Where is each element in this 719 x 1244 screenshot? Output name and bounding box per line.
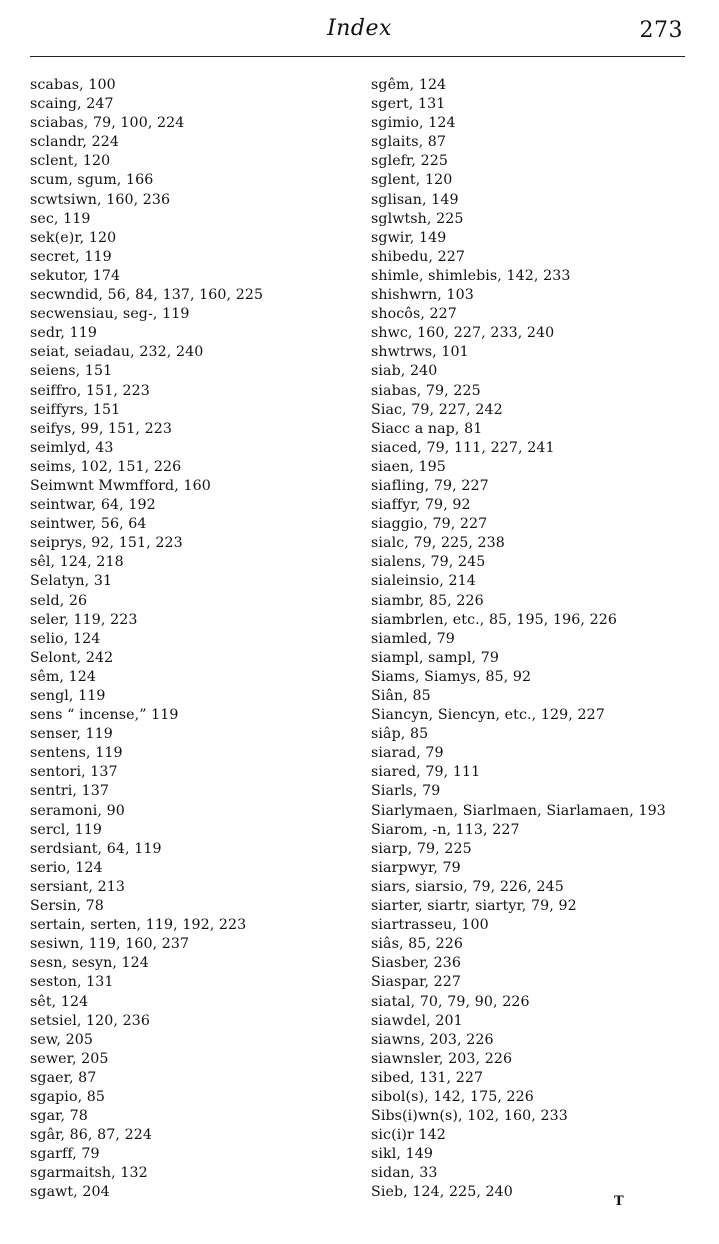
index-entry: sertain, serten, 119, 192, 223 — [30, 917, 247, 934]
index-entry: sercl, 119 — [30, 821, 103, 838]
index-entry: senser, 119 — [30, 726, 113, 743]
index-entry: Sieb, 124, 225, 240 — [371, 1184, 513, 1201]
index-entry: sclent, 120 — [30, 153, 111, 170]
index-entry: seramoni, 90 — [30, 802, 125, 819]
index-entry: seintwer, 56, 64 — [30, 516, 147, 533]
index-entry: siaggio, 79, 227 — [371, 516, 488, 533]
index-entry: setsiel, 120, 236 — [30, 1012, 151, 1029]
index-entry: siarp, 79, 225 — [371, 840, 472, 857]
index-entry: sibed, 131, 227 — [371, 1069, 484, 1086]
index-entry: Siac, 79, 227, 242 — [371, 401, 503, 418]
index-entry: siartrasseu, 100 — [371, 917, 489, 934]
index-entry: siarad, 79 — [371, 745, 444, 762]
index-entry: seiffyrs, 151 — [30, 401, 121, 418]
index-entry: seintwar, 64, 192 — [30, 497, 156, 514]
index-entry: scabas, 100 — [30, 77, 116, 93]
index-entry: sglent, 120 — [371, 172, 453, 189]
index-entry: Selatyn, 31 — [30, 573, 113, 590]
index-column-right — [371, 76, 711, 1203]
index-entry: siatal, 70, 79, 90, 226 — [371, 993, 530, 1010]
index-entry: sciabas, 79, 100, 224 — [30, 115, 185, 132]
index-entry: shwtrws, 101 — [371, 344, 469, 361]
index-entry: Siarlymaen, Siarlmaen, Siarlamaen, 193 — [371, 802, 666, 819]
running-header — [0, 0, 719, 60]
index-entry: sesn, sesyn, 124 — [30, 955, 149, 972]
index-entry: siambr, 85, 226 — [371, 592, 484, 609]
index-entry: sgimio, 124 — [371, 115, 456, 132]
index-entry: sgâr, 86, 87, 224 — [30, 1127, 152, 1144]
index-entry: shibedu, 227 — [371, 248, 465, 265]
index-entry: sgawt, 204 — [30, 1184, 110, 1201]
index-entry: Siams, Siamys, 85, 92 — [371, 668, 532, 685]
index-entry: sesiwn, 119, 160, 237 — [30, 936, 190, 953]
index-entry: seler, 119, 223 — [30, 611, 138, 628]
index-entry: shocôs, 227 — [371, 306, 457, 323]
index-entry: secret, 119 — [30, 248, 112, 265]
index-entry: siaen, 195 — [371, 458, 446, 475]
index-entry: sersiant, 213 — [30, 878, 125, 895]
index-entry: shishwrn, 103 — [371, 287, 474, 304]
index-entry: seiprys, 92, 151, 223 — [30, 535, 183, 552]
index-entry: Siaspar, 227 — [371, 974, 462, 991]
index-entry: sialeinsio, 214 — [371, 573, 476, 590]
index-entry: sgaer, 87 — [30, 1069, 97, 1086]
index-entry: seston, 131 — [30, 974, 114, 991]
index-entry: siarpwyr, 79 — [371, 859, 461, 876]
index-entry: secwndid, 56, 84, 137, 160, 225 — [30, 287, 264, 304]
index-entry: sengl, 119 — [30, 688, 106, 704]
index-entry: Selont, 242 — [30, 649, 114, 666]
header-rule — [30, 56, 685, 57]
index-entry: sclandr, 224 — [30, 134, 119, 151]
index-entry: Siacc a nap, 81 — [371, 420, 483, 437]
index-entry: sek(e)r, 120 — [30, 229, 117, 246]
index-entry: sedr, 119 — [30, 325, 97, 342]
index-entry: Sersin, 78 — [30, 898, 104, 915]
index-entry: sibol(s), 142, 175, 226 — [371, 1088, 534, 1105]
index-entry: siab, 240 — [371, 363, 438, 380]
index-entry: Sibs(i)wn(s), 102, 160, 233 — [371, 1108, 568, 1125]
index-entry: siâs, 85, 226 — [371, 936, 464, 953]
index-entry: secwensiau, seg-, 119 — [30, 306, 190, 323]
index-entry: shimle, shimlebis, 142, 233 — [371, 267, 571, 284]
index-entry: sgar, 78 — [30, 1108, 88, 1125]
index-entry: sgapio, 85 — [30, 1088, 106, 1105]
index-entry: siars, siarsio, 79, 226, 245 — [371, 878, 564, 895]
index-entry: sekutor, 174 — [30, 267, 121, 284]
index-entry: siawns, 203, 226 — [371, 1031, 494, 1048]
index-column-left — [30, 76, 360, 1203]
index-entry: seiens, 151 — [30, 363, 113, 380]
index-entry: sidan, 33 — [371, 1165, 438, 1182]
index-entry: scum, sgum, 166 — [30, 172, 154, 189]
page-number: 273 — [639, 18, 683, 43]
index-entry: sglaits, 87 — [371, 134, 447, 151]
index-entry: seimlyd, 43 — [30, 439, 114, 456]
index-entry: sentens, 119 — [30, 745, 123, 762]
index-entry: sewer, 205 — [30, 1050, 109, 1067]
index-entry: Siarls, 79 — [371, 783, 441, 800]
index-entry: siawnsler, 203, 226 — [371, 1050, 513, 1067]
index-entry: sglwtsh, 225 — [371, 210, 464, 227]
index-entry: serdsiant, 64, 119 — [30, 840, 162, 857]
index-entry: seiat, seiadau, 232, 240 — [30, 344, 204, 361]
index-entry: sêt, 124 — [30, 993, 89, 1010]
index-entry: Siân, 85 — [371, 688, 431, 704]
index-entry: siarter, siartr, siartyr, 79, 92 — [371, 898, 577, 915]
index-entry: Seimwnt Mwmfford, 160 — [30, 477, 211, 494]
index-entry: siamled, 79 — [371, 630, 455, 647]
index-entry: serio, 124 — [30, 859, 103, 876]
index-entry: Siasber, 236 — [371, 955, 461, 972]
index-entry: sgert, 131 — [371, 96, 446, 113]
index-entry: siâp, 85 — [371, 726, 429, 743]
index-entry: siambrlen, etc., 85, 195, 196, 226 — [371, 611, 618, 628]
index-entry: shwc, 160, 227, 233, 240 — [371, 325, 555, 342]
signature-mark: T — [614, 1194, 624, 1209]
index-entry: scwtsiwn, 160, 236 — [30, 191, 171, 208]
index-entry: sew, 205 — [30, 1031, 94, 1048]
index-entry: scaing, 247 — [30, 96, 114, 113]
index-entry: sec, 119 — [30, 210, 91, 227]
index-entry: siampl, sampl, 79 — [371, 649, 499, 666]
index-entry: seld, 26 — [30, 592, 88, 609]
index-entry: sglisan, 149 — [371, 191, 459, 208]
index-entry: sialens, 79, 245 — [371, 554, 486, 571]
index-entry: siafling, 79, 227 — [371, 477, 489, 494]
index-entry: seiffro, 151, 223 — [30, 382, 150, 399]
index-entry: seims, 102, 151, 226 — [30, 458, 182, 475]
index-entry: sialc, 79, 225, 238 — [371, 535, 505, 552]
index-entry: siabas, 79, 225 — [371, 382, 481, 399]
index-entry: sglefr, 225 — [371, 153, 448, 170]
index-entry: sgarmaitsh, 132 — [30, 1165, 148, 1182]
index-entry: sentori, 137 — [30, 764, 118, 781]
index-entry: sêm, 124 — [30, 668, 97, 685]
index-entry: siaffyr, 79, 92 — [371, 497, 471, 514]
index-entry: selio, 124 — [30, 630, 101, 647]
index-entry: seifys, 99, 151, 223 — [30, 420, 173, 437]
index-entry: siawdel, 201 — [371, 1012, 463, 1029]
index-entry: sgêm, 124 — [371, 77, 447, 93]
index-entry: sentri, 137 — [30, 783, 110, 800]
index-entry: siaced, 79, 111, 227, 241 — [371, 439, 555, 456]
index-entry: sic(i)r 142 — [371, 1127, 446, 1144]
index-entry: Siancyn, Siencyn, etc., 129, 227 — [371, 707, 605, 724]
index-entry: sgarff, 79 — [30, 1146, 100, 1163]
index-entry: sens “ incense,” 119 — [30, 707, 179, 724]
index-entry: Siarom, -n, 113, 227 — [371, 821, 520, 838]
running-title: Index — [327, 16, 392, 41]
index-entry: sêl, 124, 218 — [30, 554, 124, 571]
index-entry: siared, 79, 111 — [371, 764, 481, 781]
index-entry: sgwir, 149 — [371, 229, 447, 246]
index-entry: sikl, 149 — [371, 1146, 433, 1163]
